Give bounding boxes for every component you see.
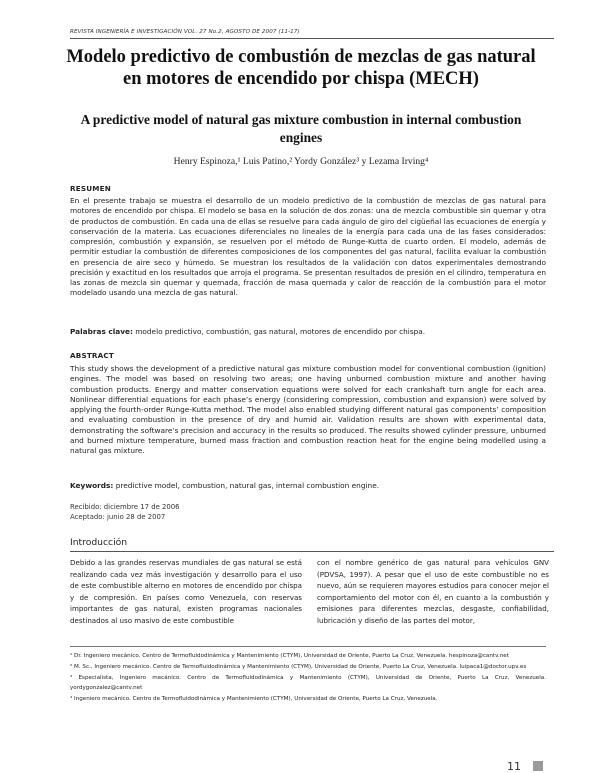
footnotes	[70, 646, 546, 705]
intro-heading: Introducción	[70, 537, 128, 548]
header-rule	[70, 38, 554, 39]
footnote-3: ³ Especialista, Ingeniero mecánico. Centro de Termofluidodinámica y Mantenimiento (CTYM), Universidad de Oriente, Puerto La Cruz, Venezuela. yordygonzalez@cantv.net	[70, 674, 546, 692]
keywords-text: predictive model, combustion, natural gas, internal combustion engine.	[113, 481, 380, 490]
keywords	[70, 481, 546, 491]
received-date: Recibido: diciembre 17 de 2006	[70, 503, 180, 511]
keywords-label: Keywords:	[70, 481, 114, 490]
abstract-heading: ABSTRACT	[70, 351, 114, 360]
palabras-clave-text: modelo predictivo, combustión, gas natural, motores de encendido por chispa.	[132, 327, 426, 336]
title-spanish: Modelo predictivo de combustión de mezclas de gas natural en motores de encendido por chispa (MECH)	[66, 47, 536, 89]
abstract-text: This study shows the development of a predictive natural gas mixture combustion model for conventional combustion (ignition) engines. The model was based on resolving two areas; one having unburned combustion mixture and another having combustion products. Energy and matter conservation equations were solved for each crankshaft turn angle for each area. Nonlinear differential equations for each phase’s energy (considering compression, combustion and expansion) were solved by applying the fourth-order Runge-Kutta method. The model also enabled studying different natural gas components’ composition and evaluating combustion in the presence of dry and humid air. Validation results are shown with experimental data, demonstrating the software’s precision and accuracy in the results so produced. The results showed cylinder pressure, unburned and burned mixture temperature, burned mass fraction and combustion reaction heat for the engine being modelled using a natural gas mixture.	[70, 364, 546, 455]
title-english: A predictive model of natural gas mixture combustion in internal combustion engines	[80, 112, 522, 145]
footnote-1: ¹ Dr. Ingeniero mecánico. Centro de Termofluidodinámica y Mantenimiento (CTYM), Universidad de Oriente, Puerto La Cruz, Venezuela. hespinoza@cantv.net	[70, 653, 509, 659]
palabras-clave-label: Palabras clave:	[70, 327, 133, 336]
footnote-2: ² M. Sc., Ingeniero mecánico. Centro de Termofluidodinámica y Mantenimiento (CTYM), Universidad de Oriente, Puerto La Cruz, Venezuela. luipaca1@doctor.upv.es	[70, 663, 527, 670]
journal-header: REVISTA INGENIERÍA E INVESTIGACIÓN VOL. 27 No.2, AGOSTO DE 2007 (11-17)	[70, 29, 300, 35]
palabras-clave	[70, 327, 546, 337]
intro-left-column: Debido a las grandes reservas mundiales de gas natural se está realizando cada vez más investigación y desarrollo para el uso de este combustible alterno en motores de encendido por chispa y de compresión. En países como Venezuela, con reservas importantes de gas natural, existen programas nacionales destinados al uso masivo de este combustible	[70, 558, 302, 625]
intro-right-column: con el nombre genérico de gas natural para vehículos GNV (PDVSA, 1997). A pesar que el uso de este combustible no es nuevo, aún se requieren mayores estudios para conocer mejor el comportamiento del motor con él, en cuanto a la combustión y emisiones para diferentes mezclas, desgaste, confiabilidad, lubricación y diseño de las partes del motor,	[317, 558, 549, 625]
page-marker	[533, 761, 543, 771]
page-number: 11	[507, 760, 521, 773]
intro-rule	[70, 551, 554, 552]
accepted-date: Aceptado: junio 28 de 2007	[70, 513, 166, 521]
footnote-4: ⁴ Ingeniero mecánico. Centro de Termofluidodinámica y Mantenimiento (CTYM), Universidad de Oriente, Puerto La Cruz, Venezuela.	[70, 696, 438, 703]
resumen-text: En el presente trabajo se muestra el desarrollo de un modelo predictivo de la combustión de mezclas de gas natural para motores de encendido por chispa. El modelo se basa en la solución de dos zonas: una de mezcla combustible sin quemar y otra de productos de combustión. En cada una de ellas se resuelve para cada ángulo de giro del cigüeñal las ecuaciones de energía y conservación de la materia. Las ecuaciones diferenciales no lineales de la energía para cada una de las fases considerados: compresión, combustión y expansión, se resuelven por el método de Runge-Kutta de cuarto orden. El modelo, además de permitir estudiar la combustión de diferentes composiciones de los componentes del gas natural, facilita evaluar la combustión en presencia de aire seco y húmedo. Se muestran los resultados de la validación con datos experimentales demostrando precisión y exactitud en los resultados que arroja el programa. Se presentan resultados de presión en el cilindro, temperatura en las zonas de mezcla sin quemar y quemada, fracción de masa quemada y calor de reacción de la combustión para el motor modelado usando una mezcla de gas natural.	[70, 196, 546, 298]
resumen-heading: RESUMEN	[70, 184, 111, 193]
authors: Henry Espinoza,¹ Luis Patino,² Yordy González³ y Lezama Irving⁴	[173, 156, 429, 167]
